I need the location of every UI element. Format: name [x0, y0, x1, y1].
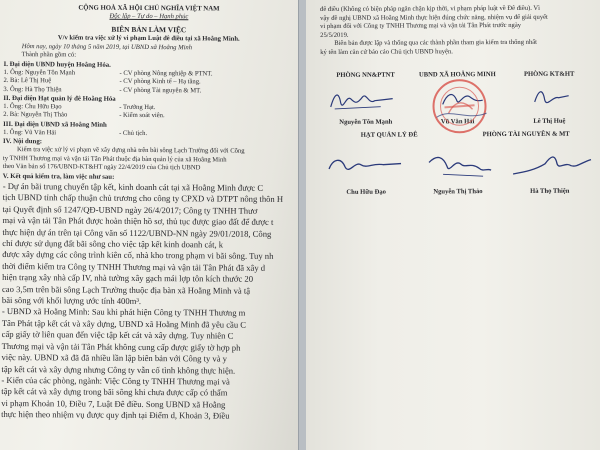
signature-manh: [320, 84, 411, 114]
section-5-heading: V. Kết quả kiểm tra, làm việc như sau:: [2, 172, 115, 181]
signature-header: UBND XÃ HOẰNG MINH: [418, 70, 496, 79]
member-name: 1. Ông: Vũ Văn Hải: [3, 128, 57, 137]
section-1-heading: I. Đại diện UBND huyện Hoằng Hóa.: [3, 60, 111, 69]
signature-hue: [504, 83, 595, 113]
signature-names-row-2: [321, 187, 595, 195]
signer-name: Chu Hữu Đạo: [346, 188, 386, 196]
result-line: cấp giấy tờ liên quan đến việc tập kết cát và xây dựng. Tuy nhiên C: [1, 329, 234, 341]
closing-line: ký tên làm căn cứ báo cáo Chủ tịch UBND huyện.: [320, 48, 453, 56]
member-role: - Kiểm soát viên.: [119, 112, 165, 120]
signature-dao: [321, 148, 412, 184]
member-role: - Trưởng Hạt.: [119, 103, 156, 112]
signature-header: PHÒNG TÀI NGUYÊN & MT: [482, 130, 570, 138]
members-intro: Thành phần gồm có:: [21, 51, 77, 59]
result-line: cao 3,5m trên bãi sông Lạch Trường thuộc địa bàn xã Hoằng Minh và tậ: [1, 283, 251, 296]
content-paragraph: [3, 146, 293, 174]
member-role: - Chủ tịch.: [119, 129, 148, 137]
result-line: được xây dựng các công trình kiên cố, nhà kho trong phạm vi bãi sông. Tuy nh: [2, 249, 274, 262]
result-line: tập kết cát và xây dựng trong bãi sông khi chưa được cấp có thẩm: [1, 386, 228, 398]
member-name: 3. Ông: Hà Thọ Thiện: [3, 85, 62, 93]
closing-paragraph: [320, 5, 594, 58]
result-line: tập kết cát và xây dựng nhưng Công ty vẫn cố tình không thực hiện.: [1, 363, 236, 376]
result-line: thực hiện dự án trên tại Công văn số 1122/UBND-NN ngày 29/01/2018, Công: [2, 226, 272, 239]
signature-header: HẠT QUẢN LÝ ĐÊ: [360, 131, 418, 139]
member-role: - CV phòng Tài nguyên & MT.: [119, 86, 202, 94]
right-document-page: [306, 0, 600, 450]
result-line: thực hiện theo nhiệm vụ được quy định tại Điểm d, Khoản 3, Điều: [1, 409, 230, 421]
signer-name: Nguyễn Tôn Mạnh: [339, 118, 393, 126]
member-role: - CV phòng Kinh tế – Hạ tầng.: [119, 77, 201, 86]
section-3-heading: III. Đại diện UBND xã Hoằng Minh: [3, 120, 107, 129]
left-page-content: [1, 4, 294, 423]
closing-line: vậy đề nghị UBND xã Hoằng Minh thực hiện đúng chức năng, nhiệm vụ để giải quyết: [320, 13, 548, 22]
document-subtitle: V/v kiểm tra việc xử lý vi phạm Luật đê điều tại xã Hoằng Minh.: [57, 34, 240, 43]
result-line: vi phạm Khoản 10, Điều 7, Luật Đê điều. Song UBND xã Hoằng: [1, 397, 226, 410]
member-name: 1. Ông: Nguyễn Tôn Mạnh: [3, 68, 76, 77]
signer-name: Hà Thọ Thiện: [530, 187, 570, 195]
signature-thao: [413, 148, 504, 184]
left-document-page: [0, 0, 298, 450]
result-line: chỉ được sử dụng đất bãi sông cho việc tập kết kinh doanh cát, k: [2, 238, 224, 250]
section-2-members: [3, 103, 293, 122]
content-line: Kiểm tra việc xử lý vi phạm về xây dựng nhà trên bãi sông Lạch Trường đối với Công: [16, 146, 245, 155]
member-name: 2. Bà: Lê Thị Huệ: [3, 77, 52, 85]
closing-line: vi phạm đối với Công ty TNHH Thương mại và vận tải Tân Phát trước ngày: [320, 22, 522, 31]
content-line: ty TNHH Thương mại và vận tải Tân Phát thuộc địa bàn quản lý của xã Hoằng Minh: [2, 154, 227, 164]
right-page-content: [320, 5, 595, 196]
signatures-row-2: [321, 147, 595, 184]
result-line: việc này. UBND xã đã đã nhiều lần lập biên bản với Công ty và y: [1, 352, 228, 364]
result-line: Tân Phát tập kết cát và xây dựng, UBND xã Hoằng Minh đã yêu cầu C: [1, 317, 247, 330]
document-title: BIÊN BẢN LÀM VIỆC: [111, 24, 187, 35]
closing-line: Biên bản được lập và thống qua các thành phần tham gia kiểm tra thống nhất: [334, 39, 538, 48]
date-line: Hôm nay, ngày 10 tháng 5 năm 2019, tại UBND xã Hoằng Minh: [21, 42, 193, 51]
result-line: thời điểm kiểm tra Công ty TNHH Thương mại và vận tải Tân Phát đã xây d: [2, 260, 266, 273]
result-line: bãi sông với khối lượng ước tính 400m³.: [1, 295, 142, 307]
motto: Độc lập – Tự do – Hạnh phúc: [109, 12, 189, 21]
nation-header: CỘNG HOÀ XÃ HỘI CHỦ NGHĨA VIỆT NAM: [78, 4, 220, 13]
result-line: - Dự án bãi trung chuyển tập kết, kinh doanh cát tại xã Hoằng Minh được C: [2, 180, 264, 193]
section-4-heading: IV. Nội dung:: [3, 138, 43, 146]
member-role: - CV phòng Nông nghiệp & PTNT.: [119, 69, 213, 78]
section-1-members: [3, 69, 293, 96]
official-red-stamp: [430, 77, 488, 135]
result-line: tại Quyết định số 1247/QĐ-UBND ngày 26/4/2017; Công ty TNHH Thươ: [2, 203, 258, 216]
content-line: theo Văn bản số 176/UBND-KT&HT ngày 22/4/2019 của Chủ tịch UBND: [2, 163, 201, 172]
result-line: tịch UBND tỉnh chấp thuận chủ trương cho công ty CPXD và DTPT nông thôn H: [2, 192, 284, 205]
signature-header: PHÒNG NN&PTNT: [336, 71, 395, 79]
signer-name: Vũ Văn Hải: [440, 117, 475, 125]
result-line: - UBND xã Hoằng Minh: Sau khi phát hiện Công ty TNHH Thương m: [1, 306, 246, 319]
member-name: 2. Bà: Nguyễn Thị Thảo: [3, 111, 68, 119]
member-name: 1. Ông: Chu Hữu Đạo: [3, 102, 62, 111]
signer-name: Nguyễn Thị Thảo: [433, 187, 483, 195]
result-line: - Kiến của các phòng, ngành: Việc Công ty TNHH Thương mại và: [1, 374, 230, 387]
signer-name: Lê Thị Huệ: [533, 117, 566, 125]
result-line: hiện trạng xây nhà cấp IV, nhà tường xây gạch mái lợp tôn kích thước 20: [2, 272, 254, 284]
closing-line: 25/5/2019.: [320, 31, 349, 39]
signature-header: PHÒNG KT&HT: [523, 70, 575, 78]
result-line: Thương mại và vận tải Tân Phát không cung cấp được giấy tờ hợp ph: [1, 340, 241, 353]
section-2-heading: II. Đại diện Hạt quản lý đê Hoằng Hóa: [3, 94, 116, 103]
signature-thien: [504, 147, 595, 183]
result-line: mại và vận tải Tân Phát được hoàn thiện hồ sơ, thủ tục được giao đất để được t: [2, 215, 274, 228]
result-paragraph: [1, 181, 293, 423]
closing-line: đê điều (Không có biện pháp ngăn chặn kịp thời, vi phạm pháp luật về Đê điều). Vì: [320, 4, 541, 13]
